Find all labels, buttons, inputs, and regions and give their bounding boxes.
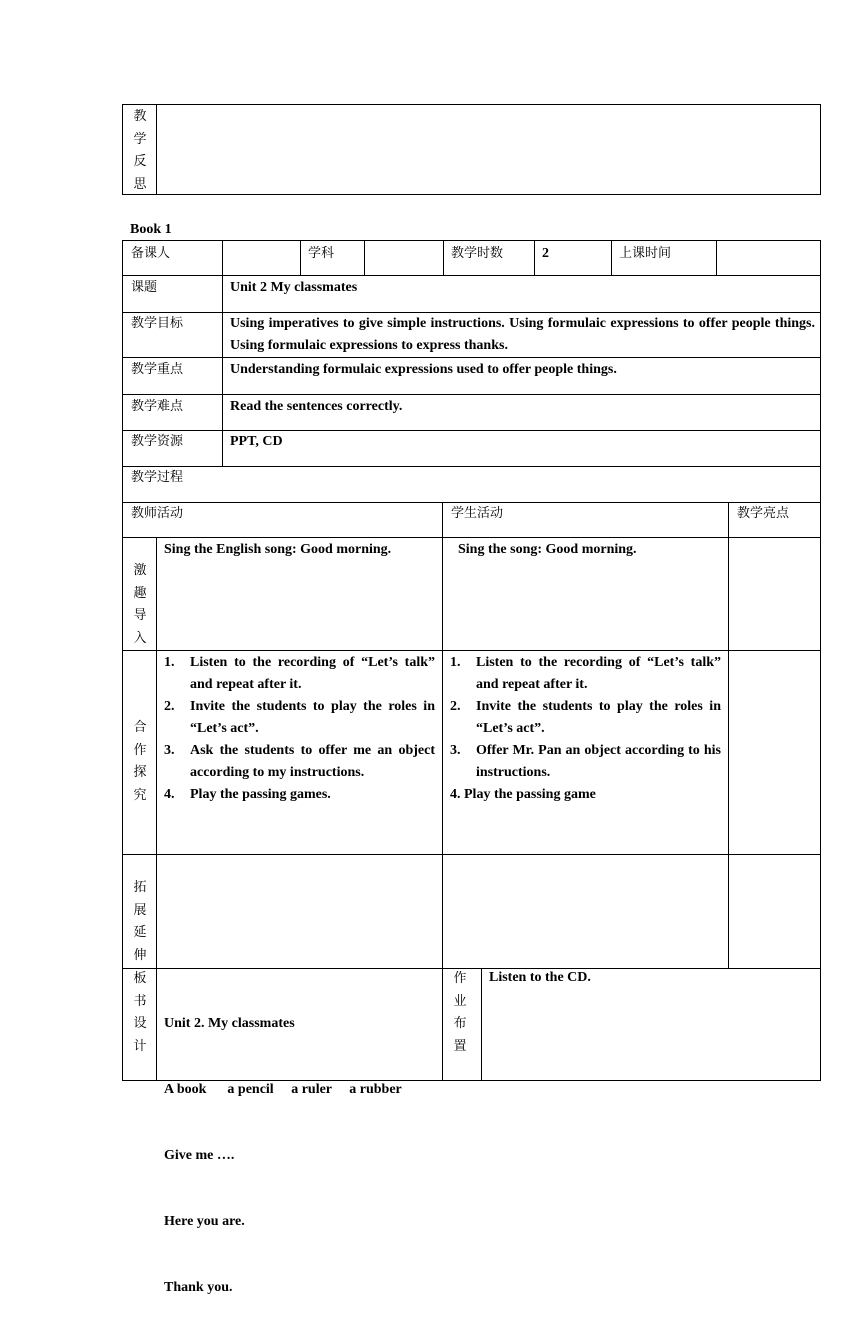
row-line bbox=[123, 854, 820, 855]
subject-label: 学科 bbox=[308, 246, 335, 261]
difficulties-value: Read the sentences correctly. bbox=[230, 399, 403, 414]
class-time-label: 上课时间 bbox=[619, 246, 672, 261]
row-line bbox=[123, 650, 820, 651]
reflection-divider bbox=[156, 105, 157, 194]
topic-label: 课题 bbox=[131, 280, 158, 295]
resources-value: PPT, CD bbox=[230, 434, 283, 449]
list-item: 1. Listen to the recording of “Let’s talk” and repeat after it. bbox=[450, 655, 721, 692]
list-item: 3. Ask the students to offer me an object according to my instructions. bbox=[164, 743, 435, 780]
reflection-label: 教 学 反 思 bbox=[133, 109, 147, 192]
board-content bbox=[164, 969, 439, 1343]
row-line bbox=[123, 466, 820, 467]
row-line bbox=[123, 275, 820, 276]
objectives-value: Using imperatives to give simple instructions. Using formulaic expressions to offer people things. Using formulaic expressions to express thanks. bbox=[230, 316, 815, 353]
row-line bbox=[123, 394, 820, 395]
key-points-label: 教学重点 bbox=[131, 362, 184, 377]
difficulties-label: 教学难点 bbox=[131, 399, 184, 414]
divider bbox=[300, 241, 301, 275]
hours-label: 教学时数 bbox=[451, 246, 504, 261]
homework-text: Listen to the CD. bbox=[489, 970, 591, 985]
cooperate-teacher-list bbox=[164, 652, 435, 806]
list-item: 1. Listen to the recording of “Let’s talk” and repeat after it. bbox=[164, 655, 435, 692]
divider bbox=[481, 968, 482, 1080]
row-line bbox=[123, 430, 820, 431]
preparer-label: 备课人 bbox=[131, 246, 171, 261]
lesson-plan-table bbox=[122, 240, 821, 1295]
key-points-value: Understanding formulaic expressions used to offer people things. bbox=[230, 362, 617, 377]
list-item: 4. Play the passing games. bbox=[164, 787, 331, 802]
objectives-label: 教学目标 bbox=[131, 316, 184, 331]
divider bbox=[716, 241, 717, 275]
cooperate-label: 合 作 探 究 bbox=[133, 720, 147, 803]
divider bbox=[222, 241, 223, 275]
highlight-header: 教学亮点 bbox=[737, 506, 790, 521]
list-item: 2. Invite the students to play the roles in “Let’s act”. bbox=[450, 699, 721, 736]
board-line: Thank you. bbox=[164, 1280, 233, 1295]
list-item: 3. Offer Mr. Pan an object according to his instructions. bbox=[450, 743, 721, 780]
board-line: Here you are. bbox=[164, 1214, 245, 1229]
divider bbox=[364, 241, 365, 275]
divider bbox=[442, 968, 443, 1080]
hours-value: 2 bbox=[542, 246, 549, 261]
divider bbox=[222, 275, 223, 466]
list-item: 2. Invite the students to play the roles in “Let’s act”. bbox=[164, 699, 435, 736]
student-activity-header: 学生活动 bbox=[451, 506, 504, 521]
reflection-table bbox=[122, 104, 821, 195]
resources-label: 教学资源 bbox=[131, 434, 184, 449]
divider bbox=[728, 502, 729, 969]
process-title: 教学过程 bbox=[131, 470, 184, 485]
board-line: Give me …. bbox=[164, 1148, 235, 1163]
warmup-teacher: Sing the English song: Good morning. bbox=[164, 542, 392, 557]
row-line bbox=[123, 537, 820, 538]
extend-label: 拓 展 延 伸 bbox=[133, 880, 147, 963]
row-line bbox=[123, 357, 820, 358]
divider bbox=[534, 241, 535, 275]
book-label: Book 1 bbox=[130, 222, 172, 237]
cooperate-student-extra: 4. Play the passing game bbox=[450, 787, 596, 802]
cooperate-student-list bbox=[450, 652, 721, 806]
teacher-activity-header: 教师活动 bbox=[131, 506, 184, 521]
divider bbox=[156, 537, 157, 1080]
board-line: A book a pencil a ruler a rubber bbox=[164, 1082, 402, 1097]
divider bbox=[611, 241, 612, 275]
warmup-label: 激 趣 导 入 bbox=[133, 563, 147, 646]
topic-value: Unit 2 My classmates bbox=[230, 280, 358, 295]
board-label: 板 书 设 计 bbox=[133, 971, 147, 1054]
divider bbox=[442, 502, 443, 969]
homework-label: 作 业 布 置 bbox=[453, 971, 467, 1054]
divider bbox=[443, 241, 444, 275]
warmup-student: Sing the song: Good morning. bbox=[458, 542, 637, 557]
board-line: Unit 2. My classmates bbox=[164, 1016, 295, 1031]
